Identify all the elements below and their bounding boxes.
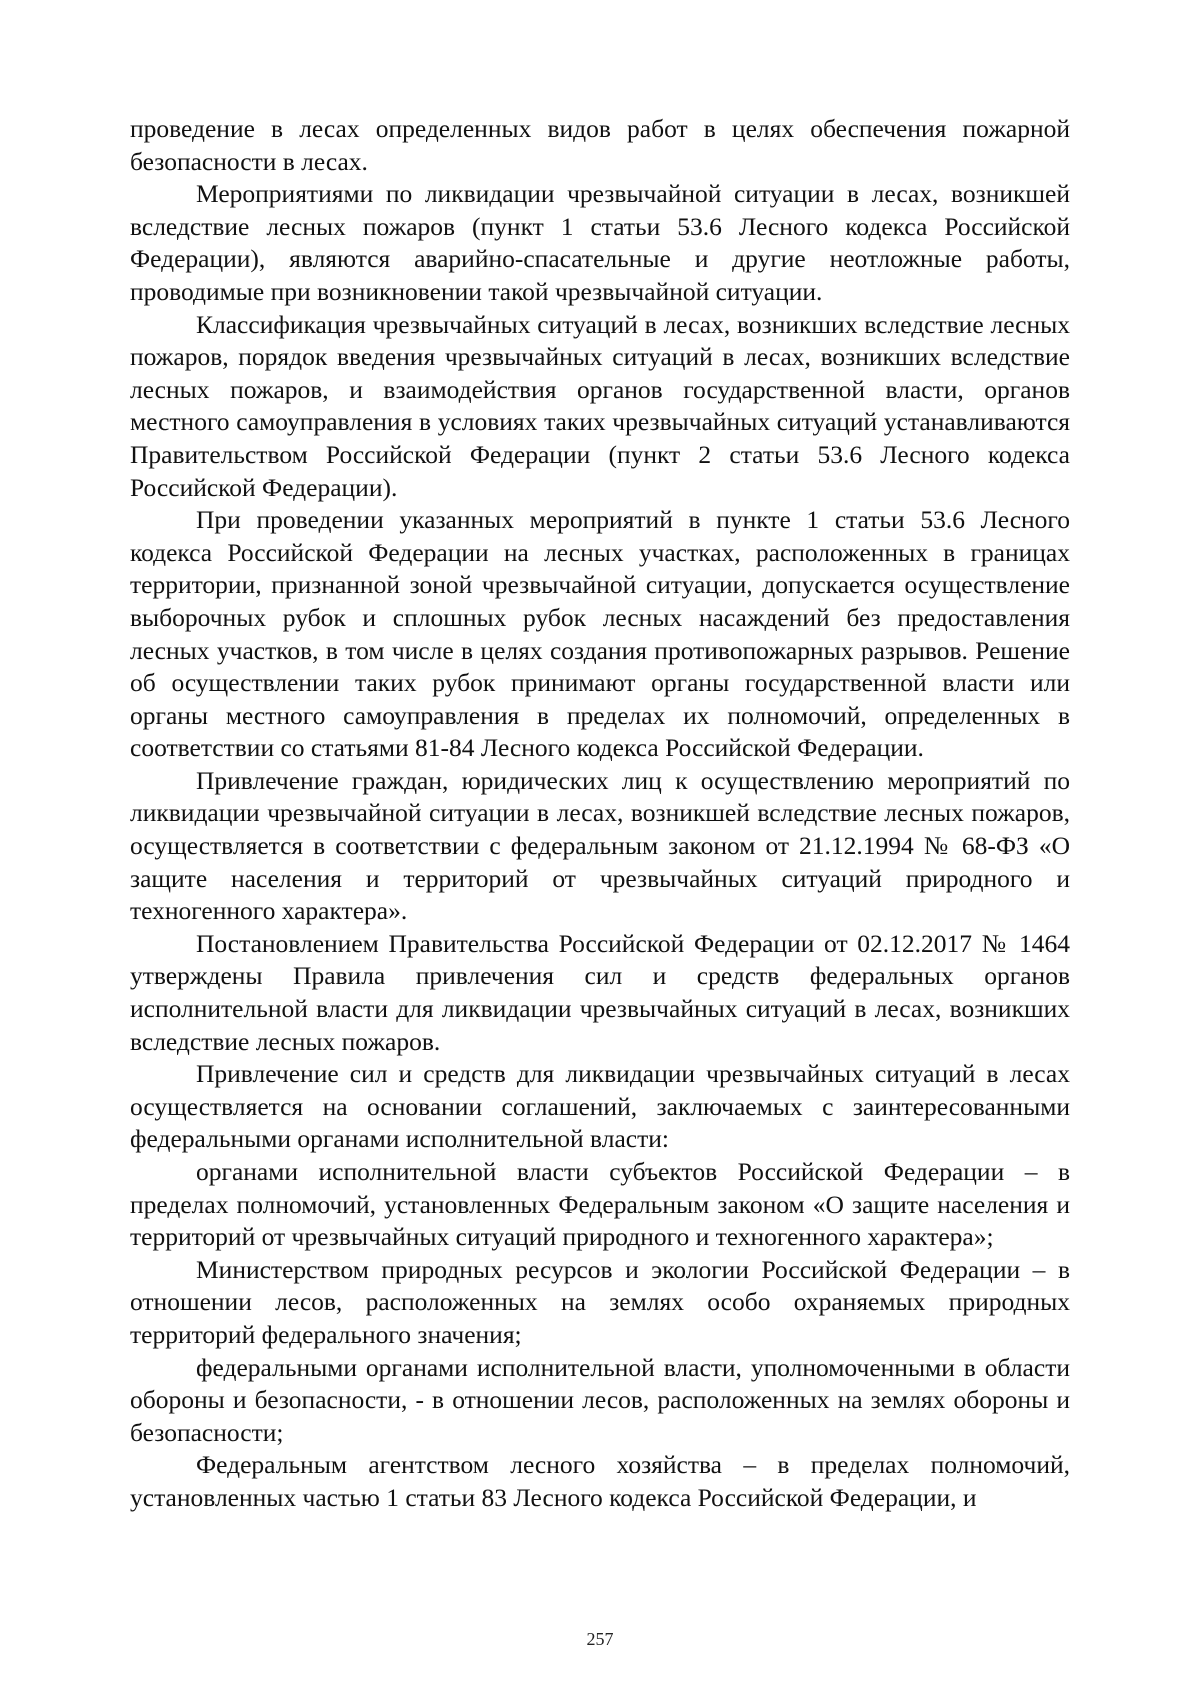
paragraph-agreements: Привлечение сил и средств для ликвидации чрезвычайных ситуаций в лесах осуществляется на основании соглашений, заключаемых с заинтересованными федеральными органами исполнительной власти: [130, 1059, 1070, 1154]
paragraph-continued: проведение в лесах определенных видов работ в целях обеспечения пожарной безопасности в лесах. [130, 114, 1070, 176]
list-item-regional-authorities: органами исполнительной власти субъектов Российской Федерации – в пределах полномочий, установленных Федеральным законом «О защите населения и территорий от чрезвычайных ситуаций природного и техногенного характера»; [130, 1157, 1070, 1252]
paragraph-emergency-measures: Мероприятиями по ликвидации чрезвычайной ситуации в лесах, возникшей вследствие лесных пожаров (пункт 1 статьи 53.6 Лесного кодекса Российской Федерации), являются аварийно-спасательные и другие неотложные работы, проводимые при возникновении такой чрезвычайной ситуации. [130, 179, 1070, 306]
paragraph-government-resolution: Постановлением Правительства Российской Федерации от 02.12.2017 № 1464 утверждены Правила привлечения сил и средств федеральных органов исполнительной власти для ликвидации чрезвычайных ситуаций в лесах, возникших вследствие лесных пожаров. [130, 928, 1070, 1056]
list-item-ministry-natural-resources: Министерством природных ресурсов и экологии Российской Федерации – в отношении лесов, расположенных на землях особо охраняемых природных территорий федерального значения; [130, 1254, 1070, 1349]
paragraph-logging-permission: При проведении указанных мероприятий в пункте 1 статьи 53.6 Лесного кодекса Российской Федерации на лесных участках, расположенных в границах территории, признанной зоной чрезвычайной ситуации, допускается осуществление выборочных рубок и сплошных рубок лесных насаждений без предоставления лесных участков, в том числе в целях создания противопожарных разрывов. Решение об осуществлении таких рубок принимают органы государственной власти или органы местного самоуправления в пределах их полномочий, определенных в соответствии со статьями 81-84 Лесного кодекса Российской Федерации. [130, 505, 1070, 763]
paragraph-classification: Классификация чрезвычайных ситуаций в лесах, возникших вследствие лесных пожаров, порядок введения чрезвычайных ситуаций в лесах, возникших вследствие лесных пожаров, и взаимодействия органов государственной власти, органов местного самоуправления в условиях таких чрезвычайных ситуаций устанавливаются Правительством Российской Федерации (пункт 2 статьи 53.6 Лесного кодекса Российской Федерации). [130, 309, 1070, 502]
page-number: 257 [586, 1629, 614, 1649]
paragraph-citizen-involvement: Привлечение граждан, юридических лиц к осуществлению мероприятий по ликвидации чрезвычайной ситуации в лесах, возникшей вследствие лесных пожаров, осуществляется в соответствии с федеральным законом от 21.12.1994 № 68-ФЗ «О защите населения и территорий от чрезвычайных ситуаций природного и техногенного характера». [130, 765, 1070, 926]
list-item-forestry-agency: Федеральным агентством лесного хозяйства – в пределах полномочий, установленных частью 1 статьи 83 Лесного кодекса Российской Федерации, и [130, 1450, 1070, 1512]
list-item-defense-authorities: федеральными органами исполнительной власти, уполномоченными в области обороны и безопасности, - в отношении лесов, расположенных на землях обороны и безопасности; [130, 1352, 1070, 1447]
body-text [130, 113, 1070, 1515]
